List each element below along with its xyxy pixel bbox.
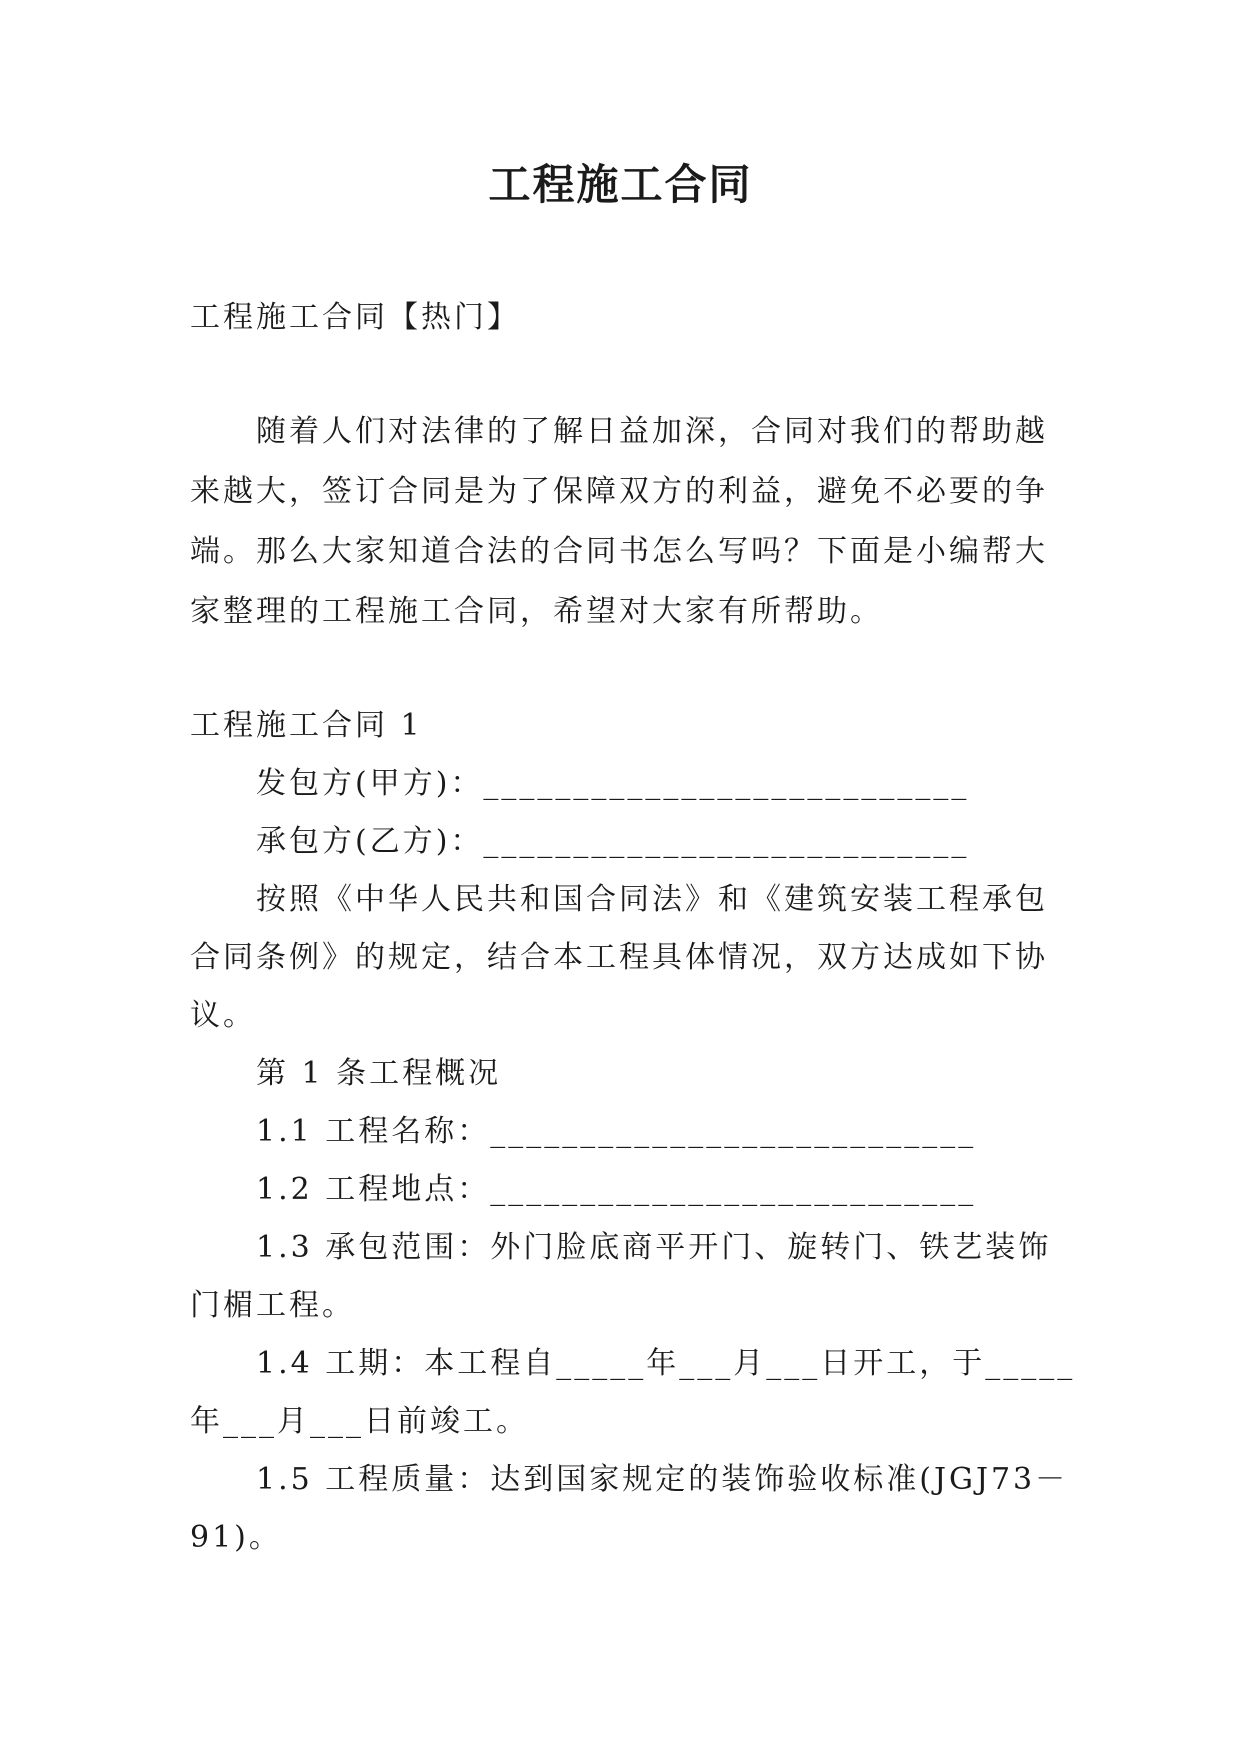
intro-line: 随着人们对法律的了解日益加深，合同对我们的帮助越	[256, 414, 1048, 449]
item-1-5-cont: 91)。	[190, 1520, 282, 1555]
item-1-4: 1.4 工期：本工程自_____年___月___日开工，于_____	[256, 1346, 1076, 1381]
intro-line: 端。那么大家知道合法的合同书怎么写吗？下面是小编帮大	[190, 534, 1048, 569]
item-1-3: 1.3 承包范围：外门脸底商平开门、旋转门、铁艺装饰	[256, 1230, 1052, 1265]
item-1-5: 1.5 工程质量：达到国家规定的装饰验收标准(JGJ73－	[256, 1462, 1069, 1497]
article-1-heading: 第 1 条工程概况	[256, 1056, 502, 1091]
item-1-4-cont: 年___月___日前竣工。	[190, 1404, 529, 1439]
document-subtitle: 工程施工合同【热门】	[190, 300, 520, 335]
intro-line: 来越大，签订合同是为了保障双方的利益，避免不必要的争	[190, 474, 1048, 509]
item-1-3-cont: 门楣工程。	[190, 1288, 355, 1323]
basis-line: 议。	[190, 998, 256, 1033]
intro-line: 家整理的工程施工合同，希望对大家有所帮助。	[190, 594, 883, 629]
party-b-line: 承包方(乙方)：___________________________	[256, 824, 970, 859]
item-1-1: 1.1 工程名称：___________________________	[256, 1114, 977, 1149]
section-heading: 工程施工合同 1	[190, 708, 423, 743]
party-a-line: 发包方(甲方)：___________________________	[256, 766, 970, 801]
basis-line: 按照《中华人民共和国合同法》和《建筑安装工程承包	[256, 882, 1048, 917]
document-title: 工程施工合同	[488, 160, 753, 209]
basis-line: 合同条例》的规定，结合本工程具体情况，双方达成如下协	[190, 940, 1048, 975]
item-1-2: 1.2 工程地点：___________________________	[256, 1172, 977, 1207]
